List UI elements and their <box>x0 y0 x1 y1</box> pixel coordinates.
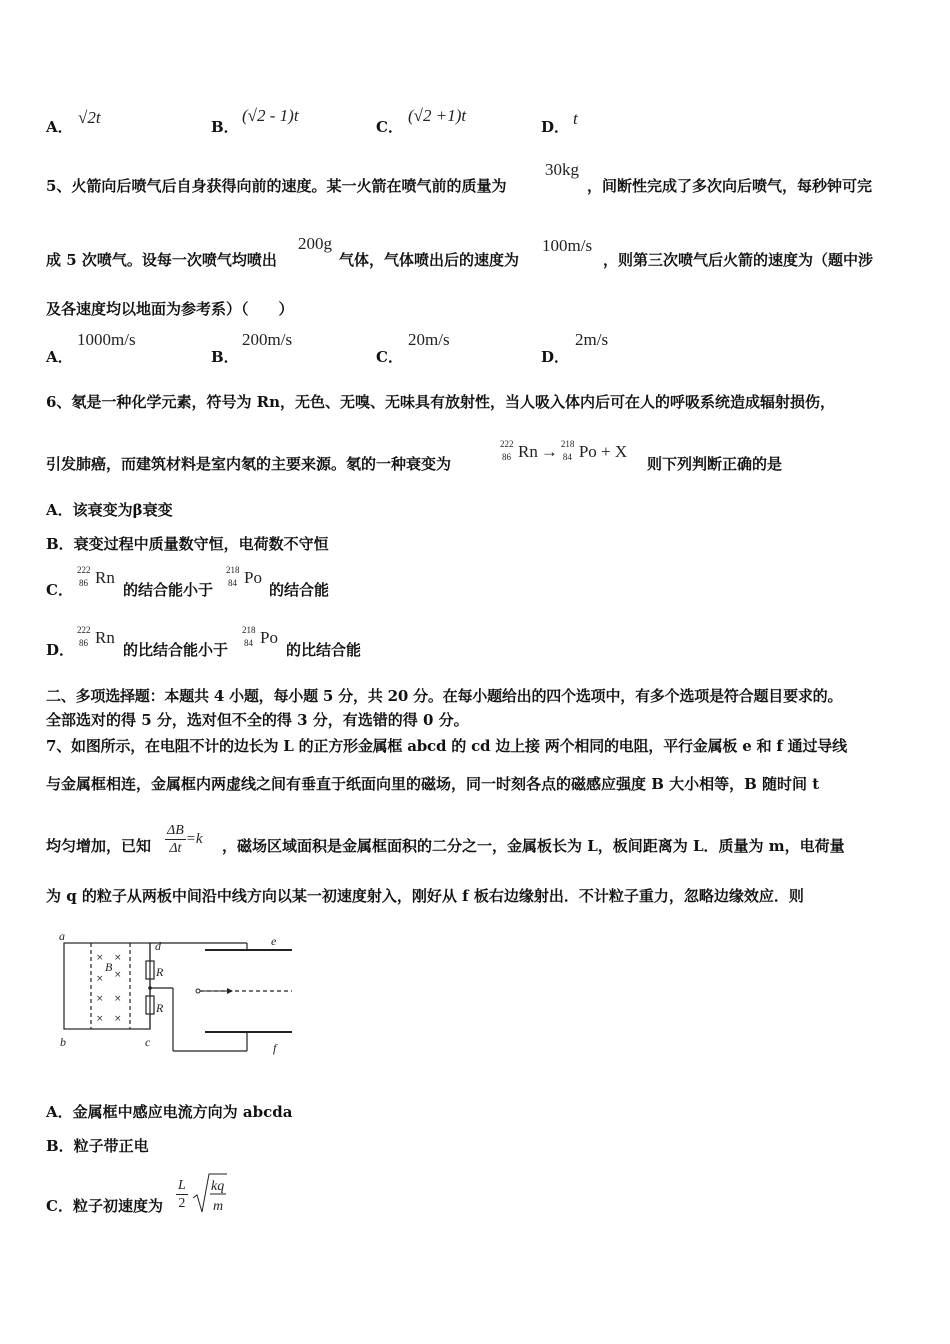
svg-text:kq: kq <box>210 1179 224 1194</box>
q5-option-a-label: A． <box>46 348 73 366</box>
q6-option-c-label: C． <box>46 581 73 599</box>
q7-fraction: $\frac{\Delta B}{\Delta t}$ =k <box>167 823 203 856</box>
q6-option-d-mid: 的比结合能小于 <box>123 641 229 659</box>
q6-option-d-po: 218 84 Po <box>242 625 278 649</box>
q6-option-d-end: 的比结合能 <box>286 641 362 659</box>
label-f: f <box>273 1041 277 1055</box>
section2-line1: 二、多项选择题：本题共 4 小题，每小题 5 分，共 20 分。在每小题给出的四个选项中，有多个选项是符合题目要求的。 <box>46 687 843 705</box>
q5-speed: 100m/s <box>542 236 593 255</box>
q5-option-b-label: B． <box>211 348 239 366</box>
label-d: d <box>155 939 161 953</box>
velocity-arrow-icon <box>227 988 233 994</box>
q4-option-b-label: B． <box>211 118 239 136</box>
q5-line1a: 5、火箭向后喷气后自身获得向前的速度。某一火箭在喷气前的质量为 <box>46 177 507 195</box>
q5-option-d-value: 2m/s <box>575 330 609 349</box>
label-a: a <box>59 929 65 943</box>
q6-option-c-mid: 的结合能小于 <box>123 581 214 599</box>
q5-line3: 及各速度均以地面为参考系）（ ） <box>46 300 294 318</box>
q4-option-a-expr: √2t <box>78 108 101 127</box>
field-cross: × <box>96 994 104 1004</box>
field-cross: × <box>114 994 122 1004</box>
q7-option-b: B．粒子带正电 <box>46 1137 149 1155</box>
q5-mass: 30kg <box>545 160 579 179</box>
label-R2: R <box>156 1001 164 1015</box>
q6-line2a: 引发肺癌，而建筑材料是室内氡的主要来源。氡的一种衰变为 <box>46 455 452 473</box>
q6-option-c-rn: 222 86 Rn <box>77 565 115 589</box>
q4-option-b-expr: (√2 - 1)t <box>242 106 299 125</box>
section2-line2: 全部选对的得 5 分，选对但不全的得 3 分，有选错的得 0 分。 <box>46 711 469 729</box>
label-c: c <box>145 1035 151 1049</box>
q7-option-c-formula: $\frac{L}{2}$ kq m <box>176 1172 228 1216</box>
q7-line3b: ，磁场区域面积是金属框面积的二分之一，金属板长为 L，板间距离为 L．质量为 m，电荷量 <box>222 837 845 855</box>
q6-option-d-label: D． <box>46 641 75 659</box>
q4-option-a-label: A． <box>46 118 73 136</box>
q5-line2b: 气体，气体喷出后的速度为 <box>339 251 520 269</box>
q5-option-a-value: 1000m/s <box>77 330 136 349</box>
q7-line2: 与金属框相连，金属框内两虚线之间有垂直于纸面向里的磁场，同一时刻各点的磁感应强度 B 大小相等，B 随时间 t <box>46 775 820 793</box>
label-B: B <box>105 960 113 974</box>
q5-line1b: ，间断性完成了多次向后喷气，每秒钟可完 <box>587 177 873 195</box>
metal-frame <box>64 943 150 1029</box>
q6-option-d-rn: 222 86 Rn <box>77 625 115 649</box>
q5-option-c-value: 20m/s <box>408 330 450 349</box>
q7-line1: 7、如图所示，在电阻不计的边长为 L 的正方形金属框 abcd 的 cd 边上接 两个相同的电阻，平行金属板 e 和 f 通过导线 <box>46 737 847 755</box>
field-cross: × <box>114 953 122 963</box>
q6-decay-equation: 222 86 Rn → 218 84 Po + X <box>500 439 628 463</box>
q7-line3a: 均匀增加，已知 <box>46 837 152 855</box>
q4-option-c-label: C． <box>376 118 403 136</box>
q5-line2a: 成 5 次喷气。设每一次喷气均喷出 <box>46 251 277 269</box>
q6-option-c-end: 的结合能 <box>269 581 330 599</box>
label-R1: R <box>156 965 164 979</box>
label-b: b <box>60 1035 66 1049</box>
svg-text:m: m <box>212 1199 223 1214</box>
particle <box>196 989 200 993</box>
sqrt-icon <box>192 1172 228 1216</box>
circuit-figure <box>55 928 305 1058</box>
q4-option-d-label: D． <box>541 118 570 136</box>
q7-line4: 为 q 的粒子从两板中间沿中线方向以某一初速度射入，刚好从 f 板右边缘射出．不计粒子重力，忽略边缘效应．则 <box>46 887 804 905</box>
field-cross: × <box>96 974 104 984</box>
q6-line2b: 则下列判断正确的是 <box>647 455 783 473</box>
q5-option-d-label: D． <box>541 348 570 366</box>
field-cross: × <box>114 1014 122 1024</box>
q6-option-a: A．该衰变为β衰变 <box>46 501 173 519</box>
label-e: e <box>271 934 277 948</box>
q6-option-c-po: 218 84 Po <box>226 565 262 589</box>
q5-option-c-label: C． <box>376 348 403 366</box>
q4-option-d-expr: t <box>573 109 578 128</box>
field-cross: × <box>96 953 104 963</box>
q6-option-b: B．衰变过程中质量数守恒，电荷数不守恒 <box>46 535 329 553</box>
q7-option-c-text: C．粒子初速度为 <box>46 1197 163 1215</box>
field-cross: × <box>96 1014 104 1024</box>
q5-gas: 200g <box>298 234 332 253</box>
field-cross: × <box>114 970 122 980</box>
q6-line1: 6、氡是一种化学元素，符号为 Rn，无色、无嗅、无味具有放射性，当人吸入体内后可在人的呼吸系统造成辐射损伤， <box>46 393 836 411</box>
q7-option-a: A．金属框中感应电流方向为 abcda <box>46 1103 293 1121</box>
q5-option-b-value: 200m/s <box>242 330 293 349</box>
q5-line2c: ，则第三次喷气后火箭的速度为（题中涉 <box>603 251 874 269</box>
q4-option-c-expr: (√2 +1)t <box>408 106 467 125</box>
